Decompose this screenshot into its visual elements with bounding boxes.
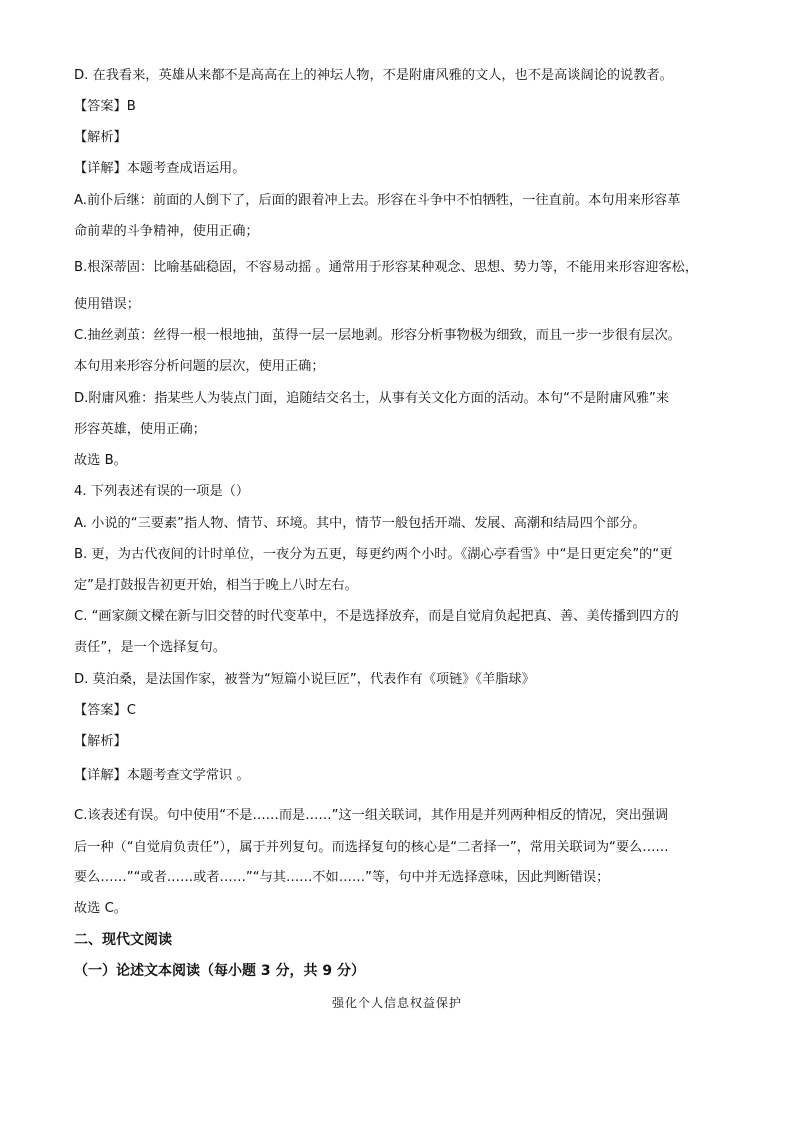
detail-q4: 【详解】本题考查文学常识 。 xyxy=(74,768,250,783)
explanation-c-line1: C.抽丝剥茧：丝得一根一根地抽，茧得一层一层地剥。形容分析事物极为细致，而且一步一步很有层次。 xyxy=(74,328,681,343)
question-4-option-c-line2: 责任”，是一个选择复句。 xyxy=(74,640,226,655)
section-heading: 二、现代文阅读 xyxy=(74,932,172,948)
question-4-option-a: A. 小说的“三要素”指人物、情节、环境。其中，情节一般包括开端、发展、高潮和结局四个部分。 xyxy=(74,516,646,531)
explanation-q4-line2: 后一种（“自觉肩负责任”），属于并列复句。而选择复句的核心是“二者择一”，常用关联词为“要么…… xyxy=(74,840,669,855)
explanation-b-line1: B.根深蒂固：比喻基础稳固，不容易动摇 。通常用于形容某种观念、思想、势力等，不能用来形容迎客松， xyxy=(74,260,699,275)
answer-label-q4: 【答案】C xyxy=(74,703,136,718)
explanation-d-line2: 形容英雄，使用正确； xyxy=(74,422,206,437)
analysis-label-q4: 【解析】 xyxy=(74,734,127,749)
explanation-q4-line3: 要么……”“或者……或者……”“与其……不如……”等，句中并无选择意味，因此判断错误； xyxy=(74,870,610,885)
conclusion-q3: 故选 B。 xyxy=(74,453,127,468)
analysis-label-q3: 【解析】 xyxy=(74,130,127,145)
subsection-heading: （一）论述文本阅读（每小题 3 分，共 9 分） xyxy=(74,963,365,979)
detail-q3: 【详解】本题考查成语运用。 xyxy=(74,161,246,176)
question-4-option-b-line1: B. 更，为古代夜间的计时单位，一夜分为五更，每更约两个小时。《湖心亭看雪》中“是日更定矣”的“更 xyxy=(74,547,673,562)
conclusion-q4: 故选 C。 xyxy=(74,901,127,916)
question-4-option-b-line2: 定”是打鼓报告初更开始，相当于晚上八时左右。 xyxy=(74,578,358,593)
explanation-q4-line1: C.该表述有误。句中使用“不是……而是……”这一组关联词，其作用是并列两种相反的情况，突出强调 xyxy=(74,808,669,823)
explanation-d-line1: D.附庸风雅：指某些人为装点门面，追随结交名士，从事有关文化方面的活动。本句“不是附庸风雅”来 xyxy=(74,391,670,406)
question-4-stem: 4. 下列表述有误的一项是（） xyxy=(74,484,250,499)
explanation-a-line2: 命前辈的斗争精神，使用正确； xyxy=(74,224,259,239)
question-4-option-d: D. 莫泊桑，是法国作家，被誉为“短篇小说巨匠”，代表作有《项链》《羊脂球》 xyxy=(74,672,535,687)
explanation-b-line2: 使用错误； xyxy=(74,297,140,312)
question-4-option-c-line1: C. “画家颜文樑在新与旧交替的时代变革中，不是选择放弃，而是自觉肩负起把真、善、美传播到四方的 xyxy=(74,609,679,624)
answer-label-q3: 【答案】B xyxy=(74,99,136,114)
option-d-question-3: D. 在我看来，英雄从来都不是高高在上的神坛人物，不是附庸风雅的文人，也不是高谈阔论的说教者。 xyxy=(74,68,673,83)
explanation-c-line2: 本句用来形容分析问题的层次，使用正确； xyxy=(74,359,325,374)
passage-title: 强化个人信息权益保护 xyxy=(331,996,462,1010)
explanation-a-line1: A.前仆后继：前面的人倒下了，后面的跟着冲上去。形容在斗争中不怕牺牲，一往直前。本句用来形容革 xyxy=(74,193,681,208)
